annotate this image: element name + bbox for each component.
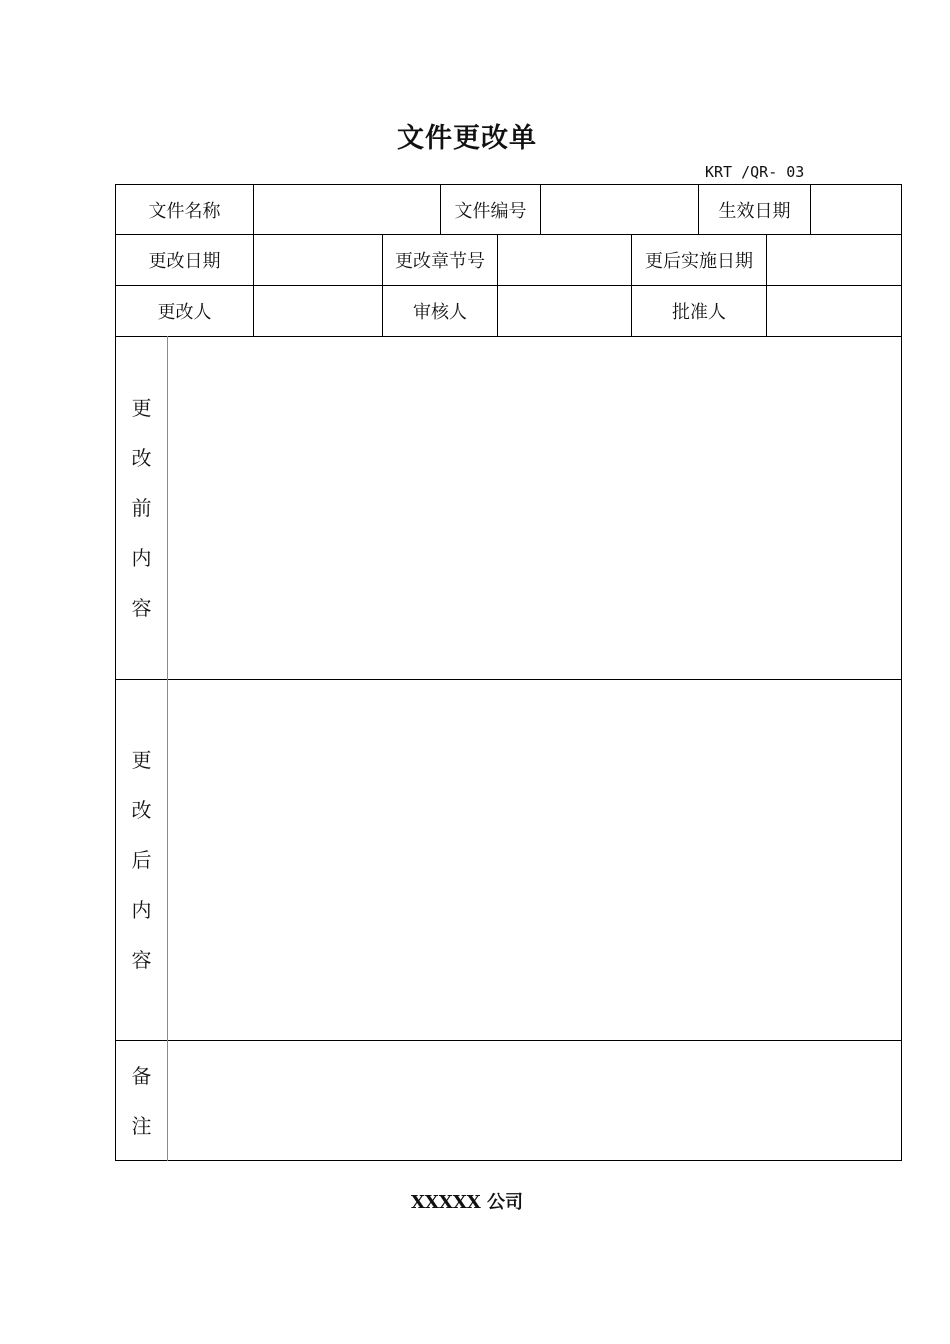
file-name-label: 文件名称 bbox=[148, 200, 221, 222]
label-char: 后 bbox=[131, 848, 152, 872]
label-char: 注 bbox=[131, 1113, 152, 1138]
label-char: 更 bbox=[131, 748, 152, 772]
remarks-label bbox=[116, 1041, 167, 1160]
label-char: 前 bbox=[131, 496, 152, 520]
file-number-label: 文件编号 bbox=[454, 200, 527, 222]
implementation-date-label: 更后实施日期 bbox=[645, 251, 753, 272]
label-char: 内 bbox=[131, 546, 152, 570]
company-name: XXXXX 公司 bbox=[410, 1192, 524, 1213]
label-char: 更 bbox=[131, 396, 152, 420]
reviewer-label: 审核人 bbox=[413, 302, 467, 323]
before-change-label bbox=[116, 337, 167, 679]
before-change-content[interactable] bbox=[168, 337, 901, 679]
change-date-label: 更改日期 bbox=[148, 251, 221, 272]
changed-section-label: 更改章节号 bbox=[395, 251, 485, 272]
changer-label: 更改人 bbox=[157, 302, 212, 323]
approver-field[interactable] bbox=[767, 286, 901, 336]
label-char: 内 bbox=[131, 898, 152, 922]
file-number-field[interactable] bbox=[541, 185, 698, 234]
remarks-content[interactable] bbox=[168, 1041, 901, 1160]
label-char: 容 bbox=[131, 948, 152, 972]
reviewer-field[interactable] bbox=[498, 286, 631, 336]
document-code: KRT /QR- 03 bbox=[705, 163, 805, 181]
after-change-label bbox=[116, 680, 167, 1040]
file-name-field[interactable] bbox=[254, 185, 440, 234]
after-change-content[interactable] bbox=[168, 680, 901, 1040]
changer-field[interactable] bbox=[254, 286, 382, 336]
form-title: 文件更改单 bbox=[397, 123, 537, 154]
label-char: 改 bbox=[131, 798, 152, 822]
implementation-date-field[interactable] bbox=[767, 235, 901, 285]
changed-section-field[interactable] bbox=[498, 235, 631, 285]
effective-date-field[interactable] bbox=[811, 185, 901, 234]
effective-date-label: 生效日期 bbox=[718, 200, 791, 222]
label-char: 备 bbox=[131, 1063, 152, 1088]
table-border-right bbox=[901, 184, 902, 1161]
label-char: 容 bbox=[131, 596, 152, 620]
approver-label: 批准人 bbox=[672, 302, 726, 323]
table-border-bottom bbox=[115, 1160, 902, 1161]
change-date-field[interactable] bbox=[254, 235, 382, 285]
label-char: 改 bbox=[131, 446, 152, 470]
